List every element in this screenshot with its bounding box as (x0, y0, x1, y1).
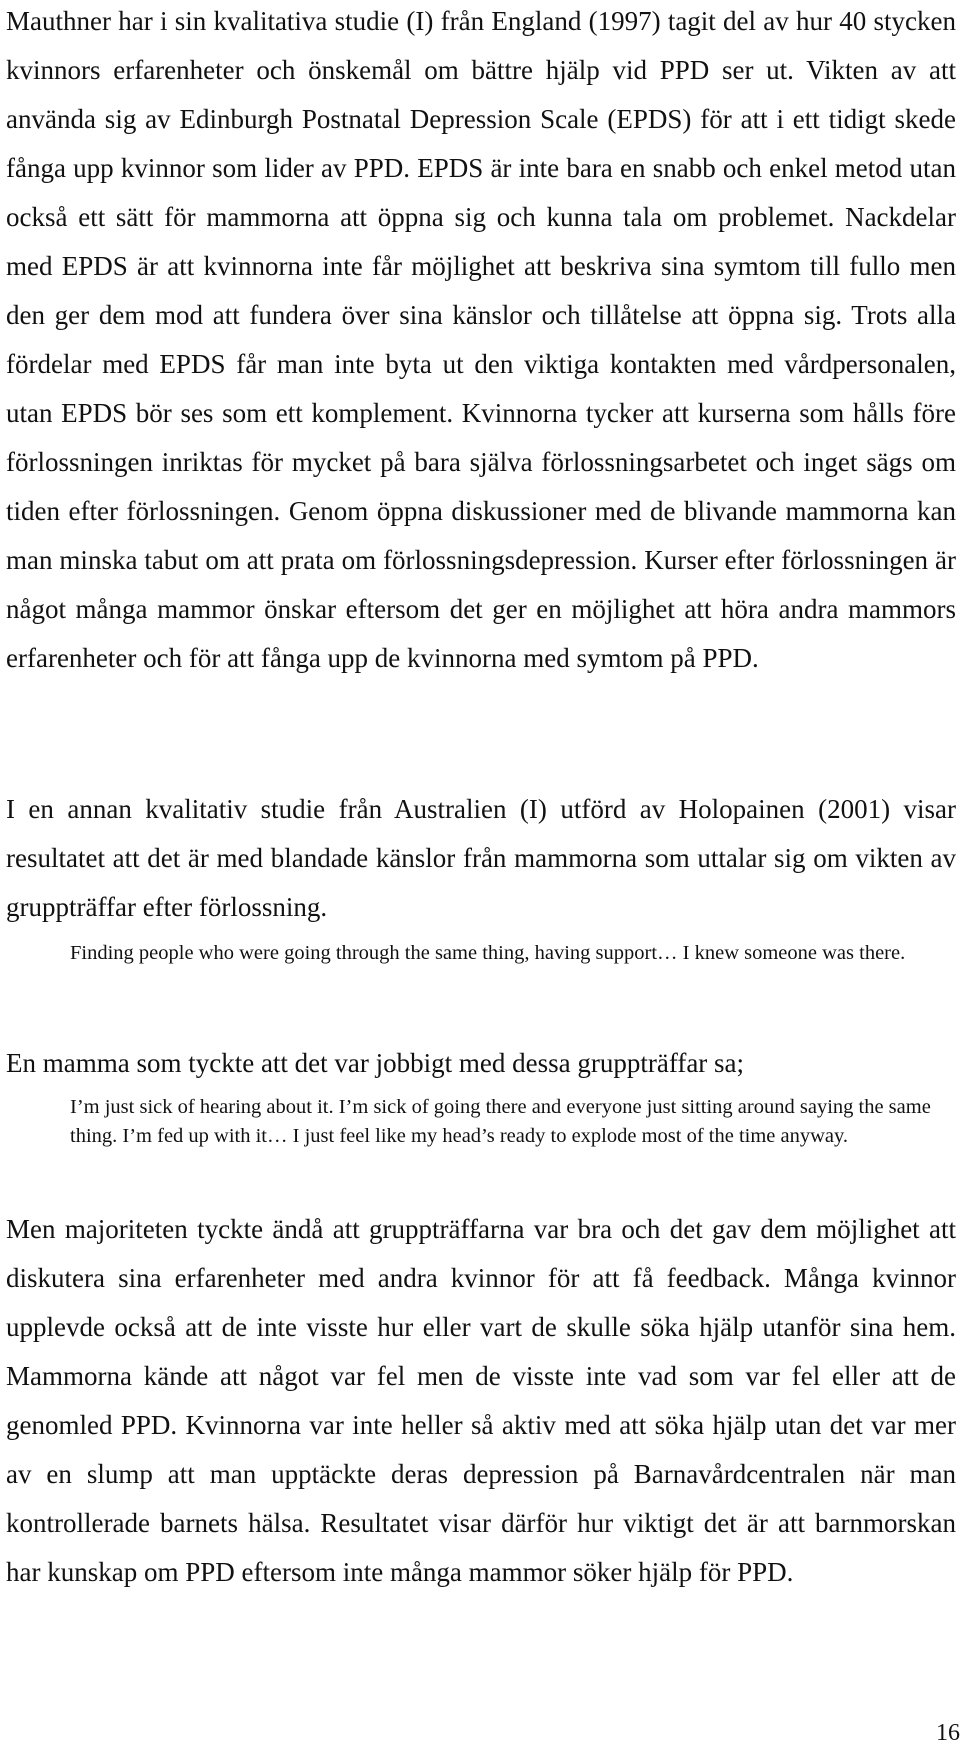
paragraph-mauthner-study: Mauthner har i sin kvalitativa studie (I) från England (1997) tagit del av hur 40 stycken kvinnors erfarenheter och önskemål om bättre hjälp vid PPD ser ut. Vikten av att använda sig av Edinburgh Postnatal Depression Scale (EPDS) för att i ett tidigt skede fånga upp kvinnor som lider av PPD. EPDS är inte bara en snabb och enkel metod utan också ett sätt för mammorna att öppna sig och kunna tala om problemet. Nackdelar med EPDS är att kvinnorna inte får möjlighet att beskriva sina symtom till fullo men den ger dem mod att fundera över sina känslor och tillåtelse att öppna sig. Trots alla fördelar med EPDS får man inte byta ut den viktiga kontakten med vårdpersonalen, utan EPDS bör ses som ett komplement. Kvinnorna tycker att kurserna som hålls före förlossningen inriktas för mycket på bara själva förlossningsarbetet och inget sägs om tiden efter förlossningen. Genom öppna diskussioner med de blivande mammorna kan man minska tabut om att prata om förlossningsdepression. Kurser efter förlossningen är något många mammor önskar eftersom det ger en möjlighet att höra andra mammors erfarenheter och för att fånga upp de kvinnorna med symtom på PPD. (6, 6, 956, 673)
paragraph-holopainen-study: I en annan kvalitativ studie från Australien (I) utförd av Holopainen (2001) visar resultatet att det är med blandade känslor från mammorna som uttalar sig om vikten av gruppträffar efter förlossning. (6, 794, 956, 922)
paragraph-majority-result: Men majoriteten tyckte ändå att gruppträffarna var bra och det gav dem möjlighet att diskutera sina erfarenheter med andra kvinnor för att få feedback. Många kvinnor upplevde också att de inte visste hur eller vart de skulle söka hjälp utanför sina hem. Mammorna kände att något var fel men de visste inte vad som var fel eller att de genomled PPD. Kvinnorna var inte heller så aktiv med att söka hjälp utan det var mer av en slump att man upptäckte deras depression på Barnavårdcentralen när man kontrollerade barnets hälsa. Resultatet visar därför hur viktigt det är att barnmorskan har kunskap om PPD eftersom inte många mammor söker hjälp för PPD. (6, 1214, 956, 1587)
page-number: 16 (936, 1720, 960, 1746)
paragraph-quote-intro: En mamma som tyckte att det var jobbigt med dessa gruppträffar sa; (6, 1048, 745, 1078)
block-quote-support: Finding people who were going through the same thing, having support… I knew someone was there. (70, 942, 906, 964)
block-quote-fed-up: I’m just sick of hearing about it. I’m sick of going there and everyone just sitting around saying the same thing. I’m fed up with it… I just feel like my head’s ready to explode most of the time anyway. (70, 1096, 931, 1147)
